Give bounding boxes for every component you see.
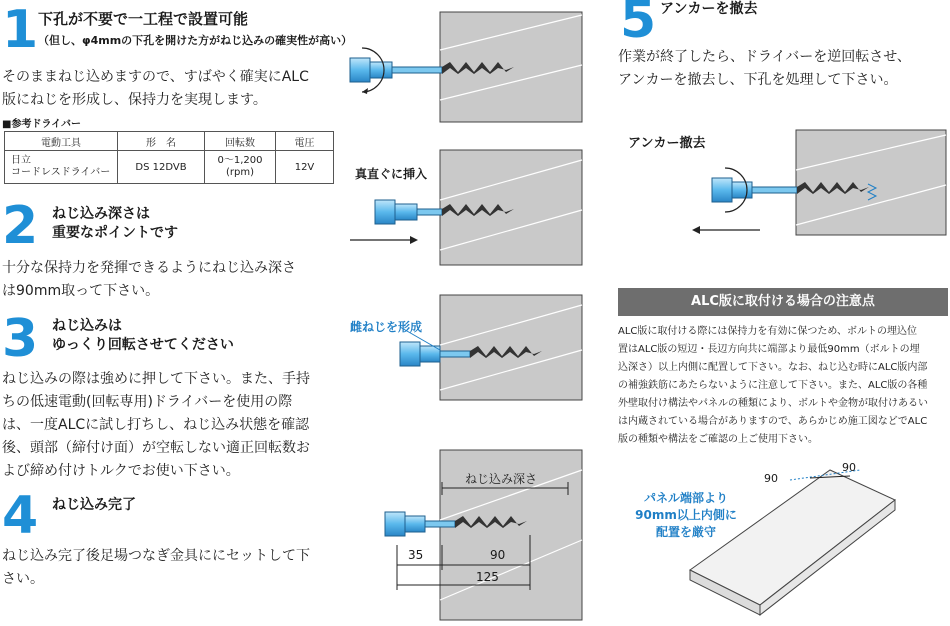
panel-dim-a: 90 (764, 472, 778, 485)
step-3-body-line: ちの低速電動(回転専用)ドライバーを使用の際 (2, 394, 293, 410)
notice-heading: ALC版に取付ける場合の注意点 (618, 288, 948, 316)
notice-line: 版の種類や構法をご確認の上ご使用下さい。 (618, 434, 818, 445)
step-3-number: 3 (2, 309, 39, 369)
step-5-number: 5 (620, 0, 657, 50)
label-anchor-removal: アンカー撤去 (628, 136, 706, 151)
table-header: 電圧 (276, 132, 334, 151)
step-3-body-line: ねじ込みの際は強めに押して下さい。また、手持 (2, 371, 310, 387)
tool-maker: 日立 (11, 155, 31, 166)
step-3-body-line: よび締め付けトルクでお使い下さい。 (2, 463, 240, 479)
step-4-title: ねじ込み完了 (52, 497, 136, 513)
step-5-body (618, 46, 911, 92)
step-1-body-line: そのままねじ込めますので、すばやく確実にALC (2, 69, 309, 85)
step-4-body-line: さい。 (2, 571, 44, 587)
step-3-title-line2: ゆっくり回転させてください (52, 337, 234, 353)
panel-note-line: パネル端部より (643, 491, 728, 505)
alc-wall-center (440, 12, 582, 620)
step-3-body-line: 後、頭部（締付け面）が空転しない適正回転数お (2, 440, 310, 456)
step-4-body-line: ねじ込み完了後足場つなぎ金具ににセットして下 (2, 548, 310, 564)
table-header: 回転数 (205, 132, 276, 151)
step-1-title: 下孔が不要で一工程で設置可能 (38, 10, 249, 28)
step-3-body-line: は、一度ALCに試し打ちし、ねじ込み状態を確認 (2, 417, 310, 433)
notice-line: ALC版に取付ける際には保持力を有効に保つため、ボルトの埋込位 (618, 326, 917, 337)
step-1-number: 1 (2, 0, 39, 60)
panel-note (626, 490, 746, 541)
notice-line: の補強鉄筋にあたらないように注意して下さい。また、ALC版の各種 (618, 380, 928, 391)
rpm-value: 0〜1,200 (217, 155, 263, 166)
step-2-number: 2 (2, 196, 39, 256)
panel-note-line: 90mm以上内側に (635, 508, 737, 522)
step-3-title-line1: ねじ込みは (52, 318, 122, 334)
panel-note-line: 配置を厳守 (655, 525, 716, 539)
step-2-title-line2: 重要なポイントです (52, 225, 178, 241)
notice-line: 込深さ）以上内側に配置して下さい。なお、ねじ込む時にALC版内部 (618, 362, 928, 373)
panel-dim-b: 90 (842, 461, 856, 474)
dim-90: 90 (490, 548, 506, 562)
table-header: 形 名 (118, 132, 205, 151)
rpm-unit: (rpm) (225, 167, 254, 178)
label-straight-insert: 真直ぐに挿入 (355, 167, 428, 181)
table-header: 電動工具 (5, 132, 118, 151)
label-screw-depth: ねじ込み深さ (465, 472, 538, 486)
step-2-body-line: 十分な保持力を発揮できるようにねじ込み深さ (2, 260, 296, 276)
table-cell-voltage: 12V (276, 151, 334, 184)
step-2-body-line: は90mm取って下さい。 (2, 283, 160, 299)
notice-line: は内蔵されている場合がありますので、あらかじめ施工図などでALC (618, 416, 928, 427)
notice-line: 外壁取付け構法やパネルの種類により、ボルトや金物が取付けあるい (618, 398, 928, 409)
table-cell-model: DS 12DVB (118, 151, 205, 184)
dim-125: 125 (476, 570, 499, 584)
step-4-number: 4 (2, 486, 39, 546)
notice-line: 置はALC版の短辺・長辺方向共に端部より最低90mm（ボルトの埋 (618, 344, 920, 355)
step-5-title: アンカーを撤去 (660, 1, 758, 17)
dim-35: 35 (408, 548, 424, 562)
step-5-body-line: アンカーを撤去し、下孔を処理して下さい。 (618, 72, 898, 88)
step-2-title-line1: ねじ込み深さは (52, 206, 150, 222)
step-5-body-line: 作業が終了したら、ドライバーを逆回転させ、 (618, 49, 911, 65)
tool-name: コードレスドライバー (11, 167, 111, 178)
step-1-body-line: 版にねじを形成し、保持力を実現します。 (2, 92, 267, 108)
reference-driver-label: ■参考ドライバー (2, 119, 81, 130)
notice-text (618, 323, 950, 449)
alc-wall-right (796, 130, 946, 235)
step-1-subtitle: （但し、φ4mmの下孔を開けた方がねじ込みの確実性が高い） (38, 34, 353, 47)
label-thread-form: 雌ねじを形成 (350, 320, 423, 334)
